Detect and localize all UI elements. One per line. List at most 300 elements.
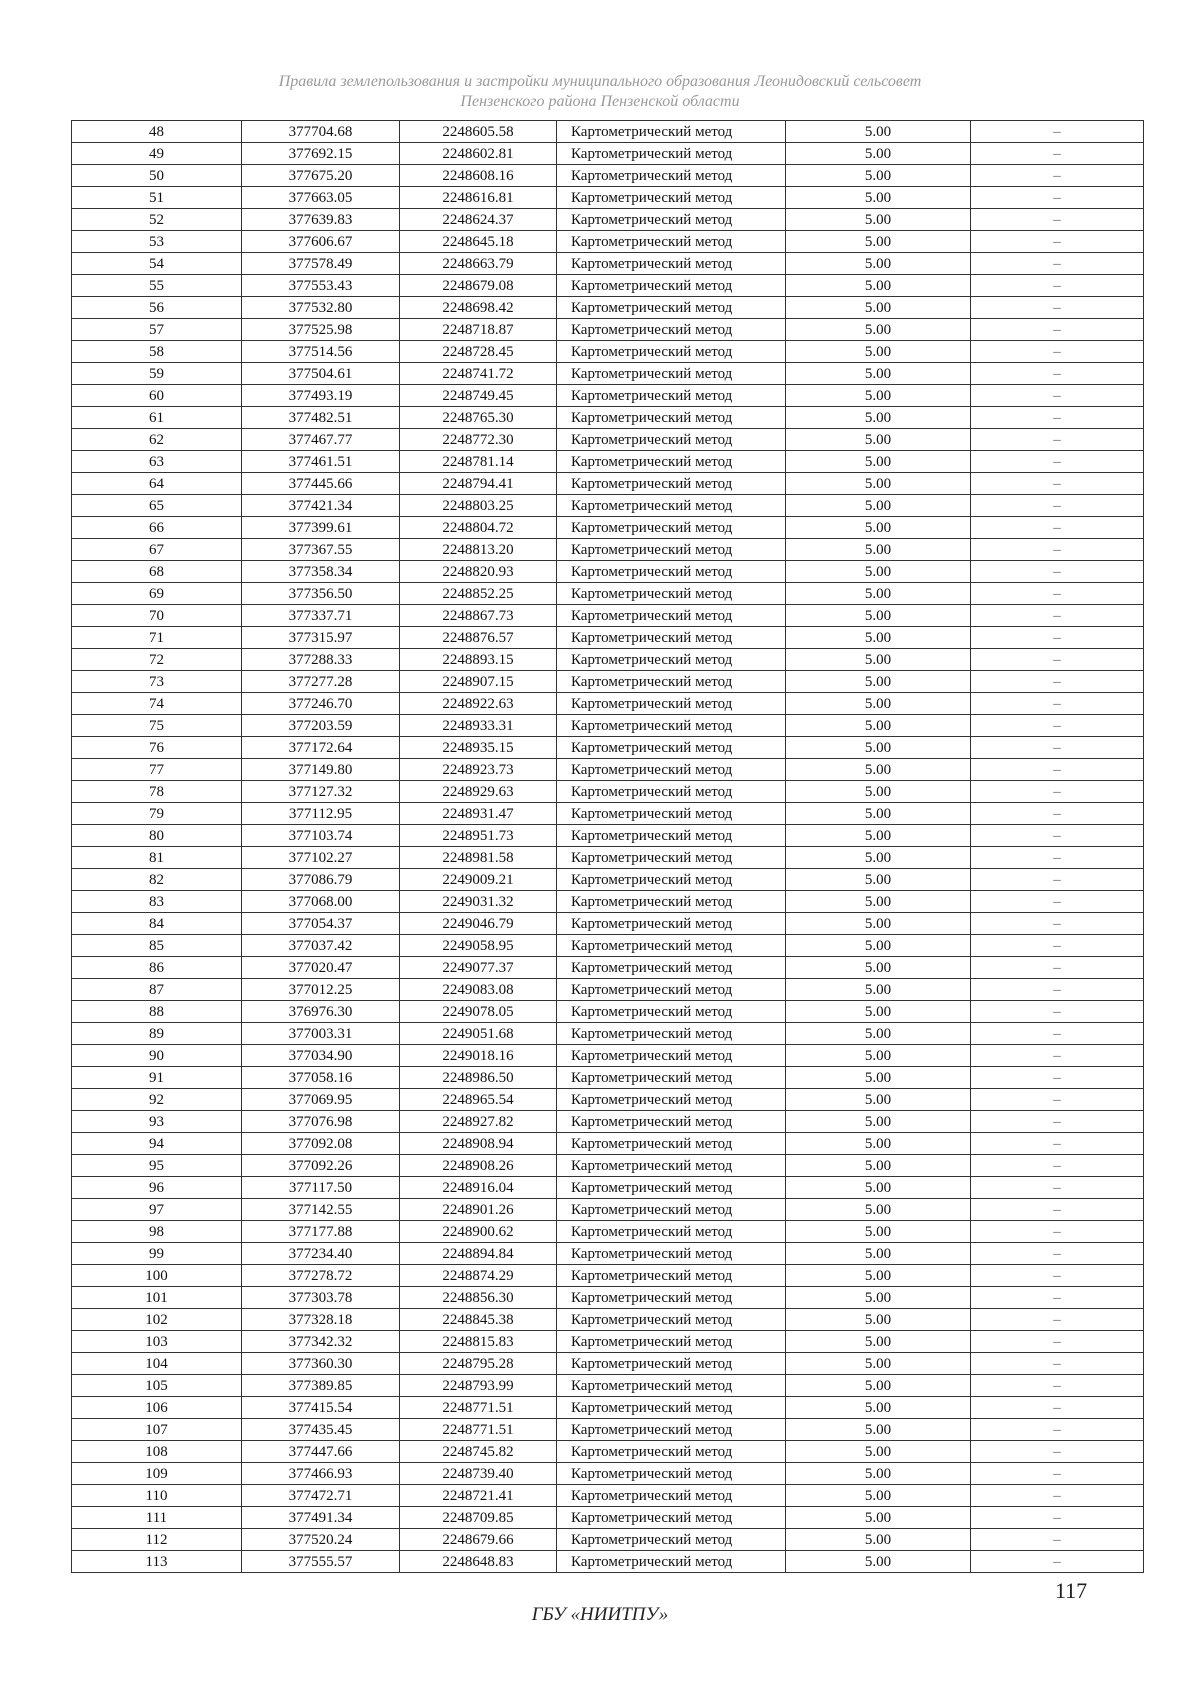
x-coordinate-cell: 377328.18 xyxy=(242,1309,400,1331)
y-coordinate-cell: 2248803.25 xyxy=(400,495,557,517)
point-number-cell: 50 xyxy=(72,165,242,187)
x-coordinate-cell: 377117.50 xyxy=(242,1177,400,1199)
method-cell: Картометрический метод xyxy=(557,1111,786,1133)
method-cell: Картометрический метод xyxy=(557,121,786,143)
x-coordinate-cell: 377447.66 xyxy=(242,1441,400,1463)
y-coordinate-cell: 2248845.38 xyxy=(400,1309,557,1331)
accuracy-cell: 5.00 xyxy=(786,649,971,671)
note-cell: – xyxy=(971,429,1144,451)
point-number-cell: 68 xyxy=(72,561,242,583)
header-line-1: Правила землепользования и застройки муниципального образования Леонидовский сельсовет xyxy=(278,73,922,90)
accuracy-cell: 5.00 xyxy=(786,517,971,539)
y-coordinate-cell: 2248986.50 xyxy=(400,1067,557,1089)
x-coordinate-cell: 377692.15 xyxy=(242,143,400,165)
note-cell: – xyxy=(971,1089,1144,1111)
table-row xyxy=(72,803,1144,825)
point-number-cell: 107 xyxy=(72,1419,242,1441)
point-number-cell: 106 xyxy=(72,1397,242,1419)
point-number-cell: 78 xyxy=(72,781,242,803)
running-header xyxy=(150,72,1050,112)
accuracy-cell: 5.00 xyxy=(786,583,971,605)
x-coordinate-cell: 377246.70 xyxy=(242,693,400,715)
y-coordinate-cell: 2248679.66 xyxy=(400,1529,557,1551)
method-cell: Картометрический метод xyxy=(557,869,786,891)
accuracy-cell: 5.00 xyxy=(786,781,971,803)
y-coordinate-cell: 2248951.73 xyxy=(400,825,557,847)
method-cell: Картометрический метод xyxy=(557,539,786,561)
y-coordinate-cell: 2248929.63 xyxy=(400,781,557,803)
point-number-cell: 113 xyxy=(72,1551,242,1573)
note-cell: – xyxy=(971,1067,1144,1089)
table-row xyxy=(72,979,1144,1001)
method-cell: Картометрический метод xyxy=(557,1529,786,1551)
point-number-cell: 70 xyxy=(72,605,242,627)
table-row xyxy=(72,957,1144,979)
note-cell: – xyxy=(971,1309,1144,1331)
method-cell: Картометрический метод xyxy=(557,1419,786,1441)
y-coordinate-cell: 2248856.30 xyxy=(400,1287,557,1309)
y-coordinate-cell: 2248718.87 xyxy=(400,319,557,341)
x-coordinate-cell: 377177.88 xyxy=(242,1221,400,1243)
accuracy-cell: 5.00 xyxy=(786,1529,971,1551)
method-cell: Картометрический метод xyxy=(557,1001,786,1023)
accuracy-cell: 5.00 xyxy=(786,1485,971,1507)
accuracy-cell: 5.00 xyxy=(786,825,971,847)
note-cell: – xyxy=(971,473,1144,495)
y-coordinate-cell: 2248624.37 xyxy=(400,209,557,231)
table-row xyxy=(72,1023,1144,1045)
note-cell: – xyxy=(971,275,1144,297)
x-coordinate-cell: 377663.05 xyxy=(242,187,400,209)
x-coordinate-cell: 377092.08 xyxy=(242,1133,400,1155)
point-number-cell: 104 xyxy=(72,1353,242,1375)
note-cell: – xyxy=(971,649,1144,671)
table-row xyxy=(72,1133,1144,1155)
note-cell: – xyxy=(971,1463,1144,1485)
accuracy-cell: 5.00 xyxy=(786,297,971,319)
x-coordinate-cell: 377315.97 xyxy=(242,627,400,649)
point-number-cell: 89 xyxy=(72,1023,242,1045)
x-coordinate-cell: 377076.98 xyxy=(242,1111,400,1133)
y-coordinate-cell: 2248874.29 xyxy=(400,1265,557,1287)
y-coordinate-cell: 2248820.93 xyxy=(400,561,557,583)
y-coordinate-cell: 2249009.21 xyxy=(400,869,557,891)
method-cell: Картометрический метод xyxy=(557,187,786,209)
note-cell: – xyxy=(971,385,1144,407)
point-number-cell: 76 xyxy=(72,737,242,759)
point-number-cell: 59 xyxy=(72,363,242,385)
method-cell: Картометрический метод xyxy=(557,825,786,847)
x-coordinate-cell: 377360.30 xyxy=(242,1353,400,1375)
table-row xyxy=(72,1199,1144,1221)
method-cell: Картометрический метод xyxy=(557,143,786,165)
note-cell: – xyxy=(971,957,1144,979)
note-cell: – xyxy=(971,1133,1144,1155)
table-row xyxy=(72,781,1144,803)
accuracy-cell: 5.00 xyxy=(786,495,971,517)
accuracy-cell: 5.00 xyxy=(786,451,971,473)
point-number-cell: 81 xyxy=(72,847,242,869)
method-cell: Картометрический метод xyxy=(557,1177,786,1199)
method-cell: Картометрический метод xyxy=(557,209,786,231)
method-cell: Картометрический метод xyxy=(557,1045,786,1067)
note-cell: – xyxy=(971,759,1144,781)
method-cell: Картометрический метод xyxy=(557,1221,786,1243)
accuracy-cell: 5.00 xyxy=(786,869,971,891)
method-cell: Картометрический метод xyxy=(557,1353,786,1375)
point-number-cell: 96 xyxy=(72,1177,242,1199)
accuracy-cell: 5.00 xyxy=(786,165,971,187)
x-coordinate-cell: 377461.51 xyxy=(242,451,400,473)
accuracy-cell: 5.00 xyxy=(786,1023,971,1045)
table-row xyxy=(72,825,1144,847)
y-coordinate-cell: 2248931.47 xyxy=(400,803,557,825)
method-cell: Картометрический метод xyxy=(557,363,786,385)
x-coordinate-cell: 377493.19 xyxy=(242,385,400,407)
accuracy-cell: 5.00 xyxy=(786,121,971,143)
accuracy-cell: 5.00 xyxy=(786,1155,971,1177)
accuracy-cell: 5.00 xyxy=(786,1309,971,1331)
method-cell: Картометрический метод xyxy=(557,1265,786,1287)
x-coordinate-cell: 377389.85 xyxy=(242,1375,400,1397)
table-row xyxy=(72,231,1144,253)
table-row xyxy=(72,1309,1144,1331)
accuracy-cell: 5.00 xyxy=(786,319,971,341)
y-coordinate-cell: 2248815.83 xyxy=(400,1331,557,1353)
note-cell: – xyxy=(971,1001,1144,1023)
point-number-cell: 87 xyxy=(72,979,242,1001)
y-coordinate-cell: 2248781.14 xyxy=(400,451,557,473)
note-cell: – xyxy=(971,847,1144,869)
table-row xyxy=(72,253,1144,275)
note-cell: – xyxy=(971,1441,1144,1463)
x-coordinate-cell: 377103.74 xyxy=(242,825,400,847)
x-coordinate-cell: 377358.34 xyxy=(242,561,400,583)
point-number-cell: 86 xyxy=(72,957,242,979)
point-number-cell: 85 xyxy=(72,935,242,957)
accuracy-cell: 5.00 xyxy=(786,341,971,363)
table-row xyxy=(72,407,1144,429)
x-coordinate-cell: 377466.93 xyxy=(242,1463,400,1485)
x-coordinate-cell: 377288.33 xyxy=(242,649,400,671)
table-row xyxy=(72,649,1144,671)
point-number-cell: 91 xyxy=(72,1067,242,1089)
y-coordinate-cell: 2248908.26 xyxy=(400,1155,557,1177)
x-coordinate-cell: 377092.26 xyxy=(242,1155,400,1177)
note-cell: – xyxy=(971,319,1144,341)
x-coordinate-cell: 377415.54 xyxy=(242,1397,400,1419)
method-cell: Картометрический метод xyxy=(557,583,786,605)
method-cell: Картометрический метод xyxy=(557,319,786,341)
note-cell: – xyxy=(971,1551,1144,1573)
point-number-cell: 73 xyxy=(72,671,242,693)
page-number: 117 xyxy=(1055,1578,1088,1603)
x-coordinate-cell: 377278.72 xyxy=(242,1265,400,1287)
note-cell: – xyxy=(971,143,1144,165)
accuracy-cell: 5.00 xyxy=(786,979,971,1001)
table-row xyxy=(72,385,1144,407)
point-number-cell: 58 xyxy=(72,341,242,363)
method-cell: Картометрический метод xyxy=(557,1287,786,1309)
y-coordinate-cell: 2249051.68 xyxy=(400,1023,557,1045)
point-number-cell: 56 xyxy=(72,297,242,319)
y-coordinate-cell: 2248663.79 xyxy=(400,253,557,275)
point-number-cell: 109 xyxy=(72,1463,242,1485)
method-cell: Картометрический метод xyxy=(557,1023,786,1045)
x-coordinate-cell: 377337.71 xyxy=(242,605,400,627)
accuracy-cell: 5.00 xyxy=(786,1463,971,1485)
note-cell: – xyxy=(971,869,1144,891)
method-cell: Картометрический метод xyxy=(557,1089,786,1111)
accuracy-cell: 5.00 xyxy=(786,429,971,451)
y-coordinate-cell: 2248933.31 xyxy=(400,715,557,737)
x-coordinate-cell: 377102.27 xyxy=(242,847,400,869)
table-row xyxy=(72,1221,1144,1243)
y-coordinate-cell: 2248935.15 xyxy=(400,737,557,759)
note-cell: – xyxy=(971,1155,1144,1177)
y-coordinate-cell: 2248721.41 xyxy=(400,1485,557,1507)
point-number-cell: 82 xyxy=(72,869,242,891)
note-cell: – xyxy=(971,517,1144,539)
y-coordinate-cell: 2248794.41 xyxy=(400,473,557,495)
table-row xyxy=(72,187,1144,209)
accuracy-cell: 5.00 xyxy=(786,759,971,781)
y-coordinate-cell: 2249083.08 xyxy=(400,979,557,1001)
x-coordinate-cell: 377054.37 xyxy=(242,913,400,935)
point-number-cell: 100 xyxy=(72,1265,242,1287)
x-coordinate-cell: 377127.32 xyxy=(242,781,400,803)
x-coordinate-cell: 377303.78 xyxy=(242,1287,400,1309)
method-cell: Картометрический метод xyxy=(557,671,786,693)
point-number-cell: 102 xyxy=(72,1309,242,1331)
y-coordinate-cell: 2248771.51 xyxy=(400,1397,557,1419)
method-cell: Картометрический метод xyxy=(557,737,786,759)
table-row xyxy=(72,715,1144,737)
table-row xyxy=(72,363,1144,385)
note-cell: – xyxy=(971,297,1144,319)
accuracy-cell: 5.00 xyxy=(786,561,971,583)
point-number-cell: 55 xyxy=(72,275,242,297)
y-coordinate-cell: 2248605.58 xyxy=(400,121,557,143)
point-number-cell: 88 xyxy=(72,1001,242,1023)
note-cell: – xyxy=(971,539,1144,561)
table-row xyxy=(72,1045,1144,1067)
note-cell: – xyxy=(971,979,1144,1001)
x-coordinate-cell: 377491.34 xyxy=(242,1507,400,1529)
accuracy-cell: 5.00 xyxy=(786,1243,971,1265)
table-row xyxy=(72,1001,1144,1023)
x-coordinate-cell: 377356.50 xyxy=(242,583,400,605)
x-coordinate-cell: 377553.43 xyxy=(242,275,400,297)
method-cell: Картометрический метод xyxy=(557,847,786,869)
point-number-cell: 95 xyxy=(72,1155,242,1177)
x-coordinate-cell: 377149.80 xyxy=(242,759,400,781)
x-coordinate-cell: 377445.66 xyxy=(242,473,400,495)
method-cell: Картометрический метод xyxy=(557,649,786,671)
point-number-cell: 62 xyxy=(72,429,242,451)
accuracy-cell: 5.00 xyxy=(786,1089,971,1111)
y-coordinate-cell: 2248852.25 xyxy=(400,583,557,605)
note-cell: – xyxy=(971,495,1144,517)
point-number-cell: 61 xyxy=(72,407,242,429)
x-coordinate-cell: 377037.42 xyxy=(242,935,400,957)
table-row xyxy=(72,869,1144,891)
header-line-2: Пензенского района Пензенской области xyxy=(460,93,740,110)
table-row xyxy=(72,935,1144,957)
note-cell: – xyxy=(971,1111,1144,1133)
y-coordinate-cell: 2248793.99 xyxy=(400,1375,557,1397)
accuracy-cell: 5.00 xyxy=(786,473,971,495)
x-coordinate-cell: 377532.80 xyxy=(242,297,400,319)
x-coordinate-cell: 377525.98 xyxy=(242,319,400,341)
table-row xyxy=(72,1507,1144,1529)
x-coordinate-cell: 377234.40 xyxy=(242,1243,400,1265)
accuracy-cell: 5.00 xyxy=(786,539,971,561)
table-row xyxy=(72,1463,1144,1485)
table-row xyxy=(72,605,1144,627)
accuracy-cell: 5.00 xyxy=(786,1441,971,1463)
note-cell: – xyxy=(971,583,1144,605)
y-coordinate-cell: 2248813.20 xyxy=(400,539,557,561)
method-cell: Картометрический метод xyxy=(557,385,786,407)
table-row xyxy=(72,143,1144,165)
table-row xyxy=(72,473,1144,495)
accuracy-cell: 5.00 xyxy=(786,209,971,231)
note-cell: – xyxy=(971,341,1144,363)
note-cell: – xyxy=(971,781,1144,803)
accuracy-cell: 5.00 xyxy=(786,1507,971,1529)
y-coordinate-cell: 2249046.79 xyxy=(400,913,557,935)
method-cell: Картометрический метод xyxy=(557,979,786,1001)
x-coordinate-cell: 377467.77 xyxy=(242,429,400,451)
accuracy-cell: 5.00 xyxy=(786,363,971,385)
y-coordinate-cell: 2248893.15 xyxy=(400,649,557,671)
y-coordinate-cell: 2248741.72 xyxy=(400,363,557,385)
x-coordinate-cell: 377399.61 xyxy=(242,517,400,539)
x-coordinate-cell: 377367.55 xyxy=(242,539,400,561)
coordinates-table-body xyxy=(72,121,1144,1573)
point-number-cell: 99 xyxy=(72,1243,242,1265)
method-cell: Картометрический метод xyxy=(557,1309,786,1331)
y-coordinate-cell: 2248698.42 xyxy=(400,297,557,319)
note-cell: – xyxy=(971,935,1144,957)
table-row xyxy=(72,319,1144,341)
accuracy-cell: 5.00 xyxy=(786,1397,971,1419)
method-cell: Картометрический метод xyxy=(557,1067,786,1089)
method-cell: Картометрический метод xyxy=(557,693,786,715)
point-number-cell: 74 xyxy=(72,693,242,715)
y-coordinate-cell: 2248765.30 xyxy=(400,407,557,429)
note-cell: – xyxy=(971,1419,1144,1441)
accuracy-cell: 5.00 xyxy=(786,957,971,979)
method-cell: Картометрический метод xyxy=(557,1551,786,1573)
x-coordinate-cell: 377069.95 xyxy=(242,1089,400,1111)
y-coordinate-cell: 2248739.40 xyxy=(400,1463,557,1485)
table-row xyxy=(72,495,1144,517)
note-cell: – xyxy=(971,1375,1144,1397)
table-row xyxy=(72,341,1144,363)
accuracy-cell: 5.00 xyxy=(786,1265,971,1287)
y-coordinate-cell: 2249018.16 xyxy=(400,1045,557,1067)
accuracy-cell: 5.00 xyxy=(786,1331,971,1353)
point-number-cell: 69 xyxy=(72,583,242,605)
y-coordinate-cell: 2248908.94 xyxy=(400,1133,557,1155)
table-row xyxy=(72,847,1144,869)
note-cell: – xyxy=(971,1331,1144,1353)
method-cell: Картометрический метод xyxy=(557,1199,786,1221)
note-cell: – xyxy=(971,913,1144,935)
point-number-cell: 112 xyxy=(72,1529,242,1551)
method-cell: Картометрический метод xyxy=(557,891,786,913)
x-coordinate-cell: 377606.67 xyxy=(242,231,400,253)
y-coordinate-cell: 2248922.63 xyxy=(400,693,557,715)
x-coordinate-cell: 377704.68 xyxy=(242,121,400,143)
accuracy-cell: 5.00 xyxy=(786,1045,971,1067)
table-row xyxy=(72,1089,1144,1111)
point-number-cell: 64 xyxy=(72,473,242,495)
table-row xyxy=(72,165,1144,187)
accuracy-cell: 5.00 xyxy=(786,1287,971,1309)
point-number-cell: 92 xyxy=(72,1089,242,1111)
table-row xyxy=(72,1265,1144,1287)
table-row xyxy=(72,1397,1144,1419)
x-coordinate-cell: 377068.00 xyxy=(242,891,400,913)
table-row xyxy=(72,759,1144,781)
table-row xyxy=(72,693,1144,715)
note-cell: – xyxy=(971,605,1144,627)
point-number-cell: 101 xyxy=(72,1287,242,1309)
method-cell: Картометрический метод xyxy=(557,957,786,979)
y-coordinate-cell: 2248608.16 xyxy=(400,165,557,187)
y-coordinate-cell: 2248867.73 xyxy=(400,605,557,627)
point-number-cell: 72 xyxy=(72,649,242,671)
method-cell: Картометрический метод xyxy=(557,1463,786,1485)
y-coordinate-cell: 2248965.54 xyxy=(400,1089,557,1111)
x-coordinate-cell: 377086.79 xyxy=(242,869,400,891)
point-number-cell: 94 xyxy=(72,1133,242,1155)
point-number-cell: 48 xyxy=(72,121,242,143)
x-coordinate-cell: 377012.25 xyxy=(242,979,400,1001)
note-cell: – xyxy=(971,407,1144,429)
point-number-cell: 54 xyxy=(72,253,242,275)
table-row xyxy=(72,1529,1144,1551)
note-cell: – xyxy=(971,1529,1144,1551)
y-coordinate-cell: 2248648.83 xyxy=(400,1551,557,1573)
x-coordinate-cell: 377034.90 xyxy=(242,1045,400,1067)
note-cell: – xyxy=(971,627,1144,649)
y-coordinate-cell: 2248728.45 xyxy=(400,341,557,363)
point-number-cell: 97 xyxy=(72,1199,242,1221)
note-cell: – xyxy=(971,891,1144,913)
point-number-cell: 65 xyxy=(72,495,242,517)
x-coordinate-cell: 377421.34 xyxy=(242,495,400,517)
note-cell: – xyxy=(971,209,1144,231)
point-number-cell: 57 xyxy=(72,319,242,341)
y-coordinate-cell: 2248602.81 xyxy=(400,143,557,165)
accuracy-cell: 5.00 xyxy=(786,671,971,693)
x-coordinate-cell: 377675.20 xyxy=(242,165,400,187)
method-cell: Картометрический метод xyxy=(557,473,786,495)
point-number-cell: 51 xyxy=(72,187,242,209)
x-coordinate-cell: 377520.24 xyxy=(242,1529,400,1551)
method-cell: Картометрический метод xyxy=(557,1441,786,1463)
accuracy-cell: 5.00 xyxy=(786,1375,971,1397)
point-number-cell: 105 xyxy=(72,1375,242,1397)
method-cell: Картометрический метод xyxy=(557,1485,786,1507)
note-cell: – xyxy=(971,671,1144,693)
point-number-cell: 98 xyxy=(72,1221,242,1243)
method-cell: Картометрический метод xyxy=(557,781,786,803)
